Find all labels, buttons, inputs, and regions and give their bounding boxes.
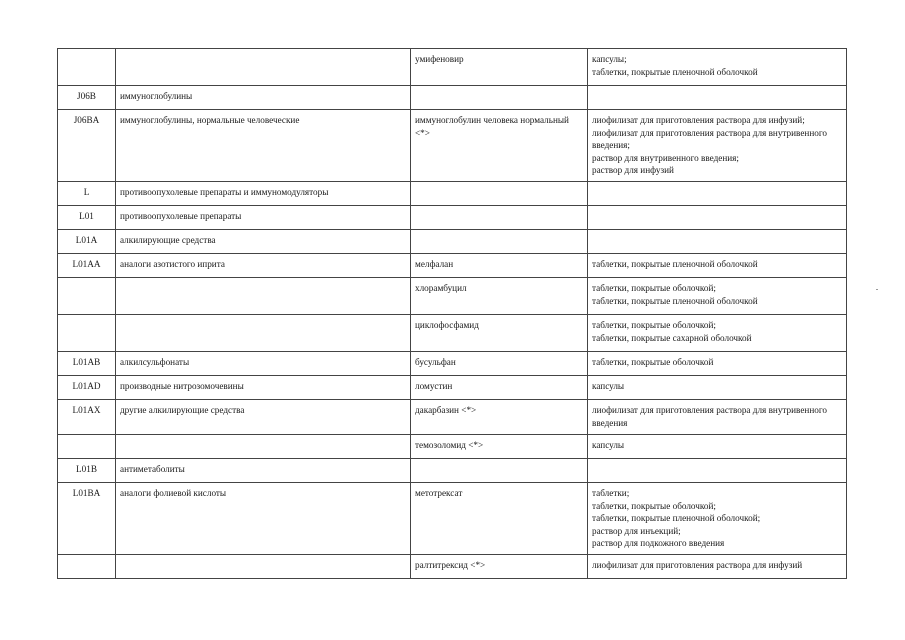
atc-code-cell: L01A	[58, 230, 116, 254]
atc-code-cell: L01AX	[58, 400, 116, 435]
dosage-form-cell	[588, 459, 847, 483]
atc-code-cell	[58, 315, 116, 352]
drug-name-cell	[411, 459, 588, 483]
scan-artifact-mark	[876, 289, 878, 290]
drug-name-cell: циклофосфамид	[411, 315, 588, 352]
drug-name-cell: ралтитрексид <*>	[411, 555, 588, 579]
dosage-form-cell: таблетки; таблетки, покрытые оболочкой; таблетки, покрытые пленочной оболочкой; раствор для инъекций; раствор для подкожного введения	[588, 483, 847, 555]
drug-name-cell: иммуноглобулин человека нормальный <*>	[411, 110, 588, 182]
table-row	[58, 49, 847, 86]
dosage-form-cell: капсулы; таблетки, покрытые пленочной оболочкой	[588, 49, 847, 86]
group-name-cell: аналоги азотистого иприта	[116, 254, 411, 278]
dosage-form-cell	[588, 230, 847, 254]
group-name-cell: иммуноглобулины, нормальные человеческие	[116, 110, 411, 182]
atc-code-cell: L01	[58, 206, 116, 230]
atc-code-cell: L01AA	[58, 254, 116, 278]
dosage-form-cell: таблетки, покрытые оболочкой; таблетки, покрытые пленочной оболочкой	[588, 278, 847, 315]
table-row	[58, 315, 847, 352]
group-name-cell: аналоги фолиевой кислоты	[116, 483, 411, 555]
table-row	[58, 352, 847, 376]
atc-code-cell: L	[58, 182, 116, 206]
dosage-form-cell: таблетки, покрытые пленочной оболочкой	[588, 254, 847, 278]
table-row	[58, 254, 847, 278]
atc-code-cell	[58, 435, 116, 459]
table-row	[58, 400, 847, 435]
atc-code-cell: J06B	[58, 86, 116, 110]
group-name-cell: антиметаболиты	[116, 459, 411, 483]
drug-name-cell: мелфалан	[411, 254, 588, 278]
table-row	[58, 483, 847, 555]
group-name-cell: алкилсульфонаты	[116, 352, 411, 376]
dosage-form-cell: лиофилизат для приготовления раствора для инфузий	[588, 555, 847, 579]
table-row	[58, 376, 847, 400]
group-name-cell: противоопухолевые препараты и иммуномодуляторы	[116, 182, 411, 206]
dosage-form-cell: таблетки, покрытые оболочкой; таблетки, покрытые сахарной оболочкой	[588, 315, 847, 352]
drug-name-cell: бусульфан	[411, 352, 588, 376]
group-name-cell	[116, 278, 411, 315]
drug-name-cell: метотрексат	[411, 483, 588, 555]
group-name-cell: иммуноглобулины	[116, 86, 411, 110]
group-name-cell: другие алкилирующие средства	[116, 400, 411, 435]
dosage-form-cell	[588, 206, 847, 230]
group-name-cell	[116, 435, 411, 459]
atc-code-cell	[58, 278, 116, 315]
drug-name-cell: ломустин	[411, 376, 588, 400]
dosage-form-cell: лиофилизат для приготовления раствора для внутривенного введения	[588, 400, 847, 435]
table-row	[58, 435, 847, 459]
table-row	[58, 86, 847, 110]
drug-name-cell: хлорамбуцил	[411, 278, 588, 315]
atc-code-cell: L01AD	[58, 376, 116, 400]
drug-name-cell: умифеновир	[411, 49, 588, 86]
table-row	[58, 459, 847, 483]
atc-code-cell	[58, 49, 116, 86]
drug-name-cell	[411, 206, 588, 230]
atc-code-cell: L01B	[58, 459, 116, 483]
group-name-cell: алкилирующие средства	[116, 230, 411, 254]
drug-name-cell	[411, 86, 588, 110]
atc-code-cell	[58, 555, 116, 579]
dosage-form-cell: лиофилизат для приготовления раствора для инфузий; лиофилизат для приготовления раствора для внутривенного введения; раствор для внутривенного введения; раствор для инфузий	[588, 110, 847, 182]
table-row	[58, 110, 847, 182]
drug-name-cell: темозоломид <*>	[411, 435, 588, 459]
dosage-form-cell: капсулы	[588, 435, 847, 459]
group-name-cell: противоопухолевые препараты	[116, 206, 411, 230]
table-row	[58, 230, 847, 254]
table-row	[58, 206, 847, 230]
dosage-form-cell	[588, 182, 847, 206]
atc-code-cell: J06BA	[58, 110, 116, 182]
group-name-cell	[116, 315, 411, 352]
group-name-cell	[116, 555, 411, 579]
table-row	[58, 278, 847, 315]
dosage-form-cell	[588, 86, 847, 110]
atc-code-cell: L01BA	[58, 483, 116, 555]
dosage-form-cell: таблетки, покрытые оболочкой	[588, 352, 847, 376]
drug-name-cell	[411, 230, 588, 254]
group-name-cell: производные нитрозомочевины	[116, 376, 411, 400]
table-row	[58, 555, 847, 579]
dosage-form-cell: капсулы	[588, 376, 847, 400]
atc-code-cell: L01AB	[58, 352, 116, 376]
drug-name-cell: дакарбазин <*>	[411, 400, 588, 435]
table-row	[58, 182, 847, 206]
group-name-cell	[116, 49, 411, 86]
drug-name-cell	[411, 182, 588, 206]
drug-list-table	[57, 48, 847, 579]
